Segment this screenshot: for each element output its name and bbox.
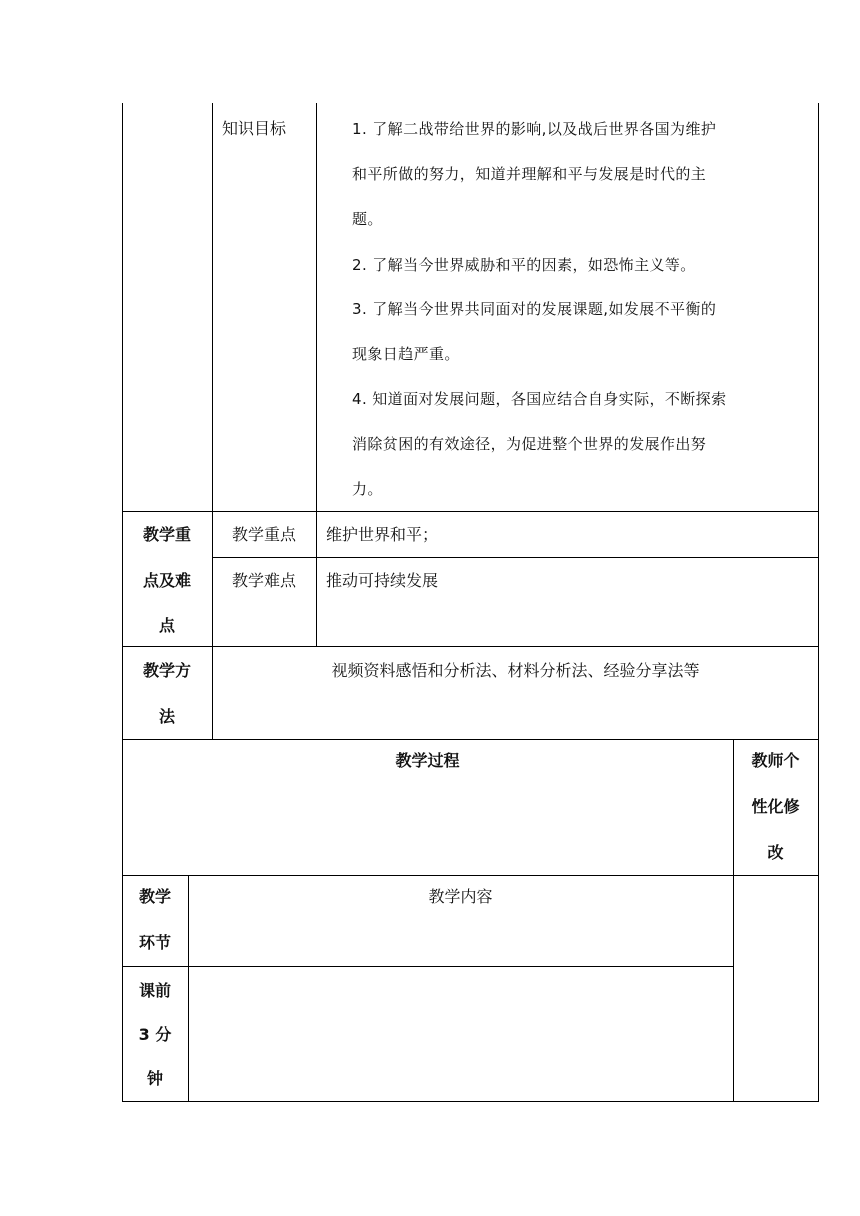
pre-class-label-line: 3 分 [138,1025,172,1044]
key-points-header-line: 点及难 [142,571,191,590]
process-title: 教学过程 [395,751,460,770]
column-divider-2 [316,103,317,646]
process-border-right [818,739,819,1102]
row-divider-2 [212,557,819,558]
teaching-focus-label: 教学重点 [231,525,296,544]
teaching-difficulty-value: 推动可持续发展 [326,571,439,590]
knowledge-goal-line: 力。 [352,480,383,498]
process-divider [733,739,734,1102]
process-border-left [122,739,123,1102]
table-border-left [122,103,123,739]
knowledge-goal-line: 2. 了解当今世界威胁和平的因素，如恐怖主义等。 [352,256,696,274]
knowledge-goal-line: 和平所做的努力，知道并理解和平与发展是时代的主 [352,165,707,183]
knowledge-goal-line: 1. 了解二战带给世界的影响,以及战后世界各国为维护 [352,120,717,138]
knowledge-goal-line: 4. 知道面对发展问题，各国应结合自身实际，不断探索 [352,390,727,408]
table-border-right [818,103,819,739]
process-row-divider-1 [122,875,819,876]
process-row-divider-2 [122,966,734,967]
teacher-notes-line: 教师个 [751,751,800,770]
methods-header-line: 教学方 [142,661,191,680]
section-label-line: 环节 [138,933,171,952]
methods-header-line: 法 [158,707,175,726]
teacher-notes-line: 改 [767,843,784,862]
knowledge-goal-line: 消除贫困的有效途径，为促进整个世界的发展作出努 [352,435,707,453]
process-top-border [122,739,819,740]
knowledge-goal-label: 知识目标 [222,119,287,138]
content-divider [188,875,189,1102]
key-points-header-line: 点 [158,616,175,635]
teacher-notes-line: 性化修 [751,797,800,816]
row-divider-1 [122,511,819,512]
pre-class-label-line: 课前 [138,981,171,1000]
pre-class-label-line: 钟 [146,1069,163,1088]
knowledge-goal-line: 题。 [352,210,383,228]
content-header: 教学内容 [428,887,493,906]
knowledge-goal-line: 现象日趋严重。 [352,345,460,363]
teaching-difficulty-label: 教学难点 [231,571,296,590]
column-divider-1 [212,103,213,739]
knowledge-goal-line: 3. 了解当今世界共同面对的发展课题,如发展不平衡的 [352,300,717,318]
teaching-focus-value: 维护世界和平； [326,525,439,544]
row-divider-3 [122,646,819,647]
key-points-header-line: 教学重 [142,525,191,544]
methods-value: 视频资料感悟和分析法、材料分析法、经验分享法等 [331,661,700,680]
process-bottom-border [122,1101,819,1102]
section-label-line: 教学 [138,887,171,906]
